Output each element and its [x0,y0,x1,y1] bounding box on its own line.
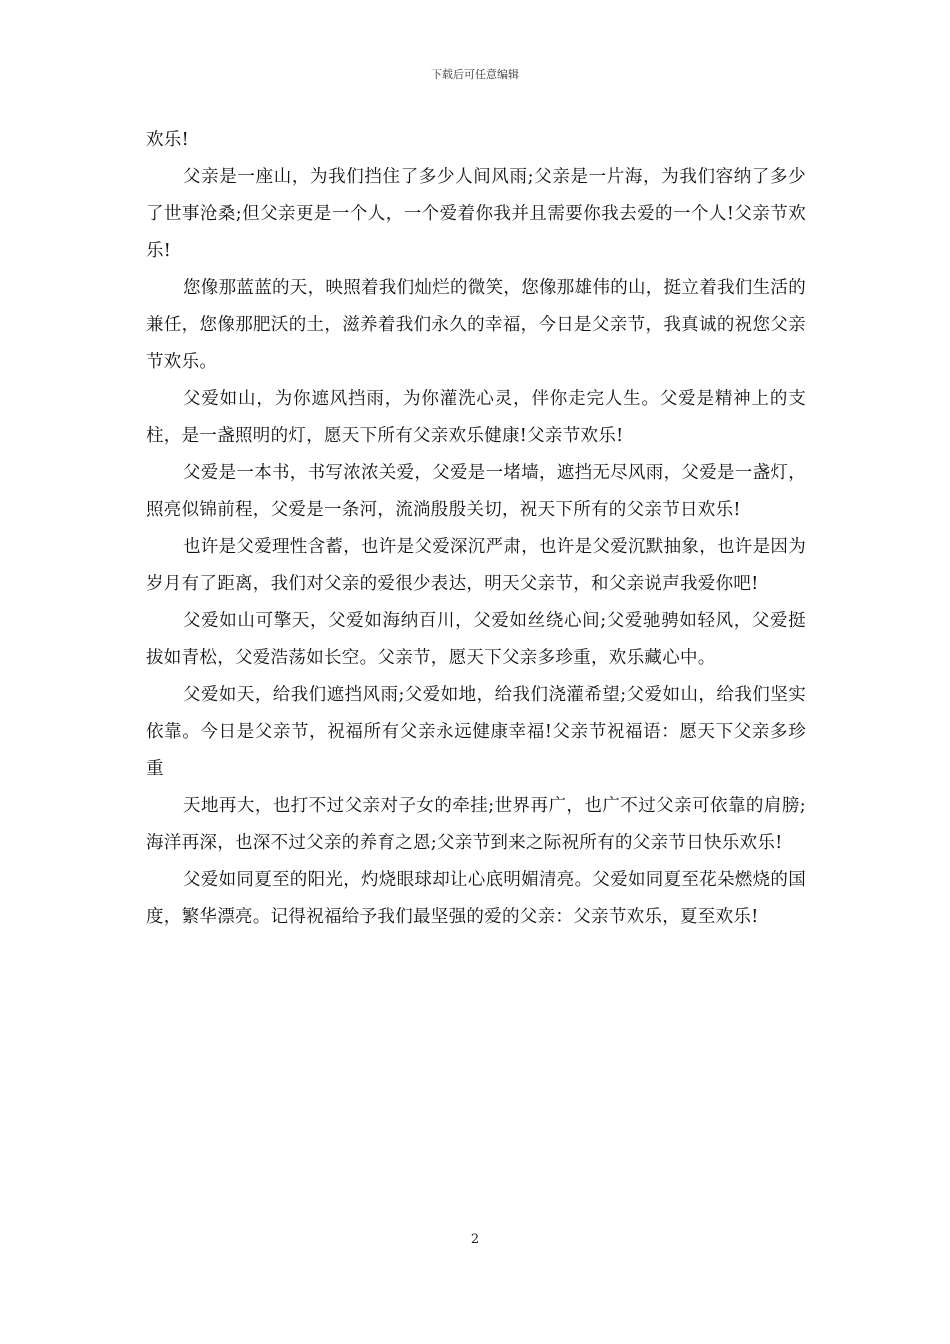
paragraph: 父爱如山，为你遮风挡雨，为你灌洗心灵，伴你走完人生。父爱是精神上的支柱，是一盏照明的灯，愿天下所有父亲欢乐健康!父亲节欢乐! [146,389,806,446]
paragraph: 欢乐! [146,130,189,150]
paragraph: 天地再大，也打不过父亲对子女的牵挂;世界再广，也广不过父亲可依靠的肩膀;海洋再深，也深不过父亲的养育之恩;父亲节到来之际祝所有的父亲节日快乐欢乐! [146,796,806,853]
paragraph: 也许是父爱理性含蓄，也许是父爱深沉严肃，也许是父爱沉默抽象，也许是因为岁月有了距离，我们对父亲的爱很少表达，明天父亲节，和父亲说声我爱你吧! [146,537,806,594]
page-header: 下载后可任意编辑 [431,68,519,81]
document-body [146,122,806,936]
paragraph: 父爱是一本书，书写浓浓关爱，父爱是一堵墙，遮挡无尽风雨，父爱是一盏灯，照亮似锦前程，父爱是一条河，流淌殷殷关切，祝天下所有的父亲节日欢乐! [146,463,806,520]
paragraph: 您像那蓝蓝的天，映照着我们灿烂的微笑，您像那雄伟的山，挺立着我们生活的兼任，您像那肥沃的土，滋养着我们永久的幸福，今日是父亲节，我真诚的祝您父亲节欢乐。 [146,278,806,372]
paragraph: 父爱如山可擎天，父爱如海纳百川，父爱如丝绕心间;父爱驰骋如轻风，父爱挺拔如青松，父爱浩荡如长空。父亲节，愿天下父亲多珍重，欢乐藏心中。 [146,611,806,668]
paragraph: 父爱如天，给我们遮挡风雨;父爱如地，给我们浇灌希望;父爱如山，给我们坚实依靠。今日是父亲节，祝福所有父亲永远健康幸福!父亲节祝福语：愿天下父亲多珍重 [146,685,806,779]
paragraph: 父爱如同夏至的阳光，灼烧眼球却让心底明媚清亮。父爱如同夏至花朵燃烧的国度，繁华漂亮。记得祝福给予我们最坚强的爱的父亲：父亲节欢乐，夏至欢乐! [146,870,806,927]
paragraph: 父亲是一座山，为我们挡住了多少人间风雨;父亲是一片海，为我们容纳了多少了世事沧桑;但父亲更是一个人，一个爱着你我并且需要你我去爱的一个人!父亲节欢乐! [146,167,806,261]
page-number: 2 [470,1232,480,1247]
